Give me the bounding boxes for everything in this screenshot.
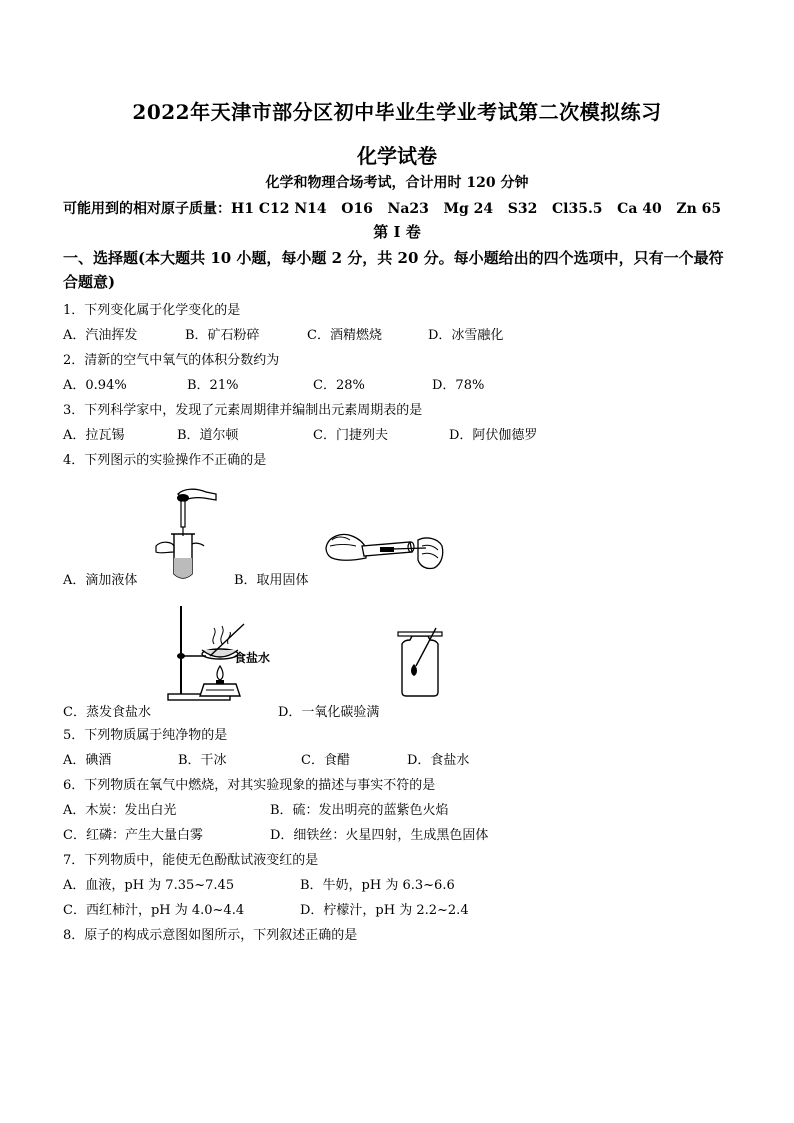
q3-option-a: A．拉瓦锡 [63,428,125,443]
evaporation-setup-figure [164,604,282,704]
dropper-test-tube-figure [150,484,220,582]
exam-note: 化学和物理合场考试，合计用时 120 分钟 [265,175,529,191]
question-2-stem: 2．清新的空气中氧气的体积分数约为 [63,353,280,368]
question-8-stem: 8．原子的构成示意图如图所示，下列叙述正确的是 [63,928,358,943]
q3-option-d: D．阿伏伽德罗 [449,428,538,443]
q3-option-b: B．道尔顿 [177,428,239,443]
q1-option-b: B．矿石粉碎 [185,328,260,343]
q4-option-a: A．滴加液体 [63,573,138,588]
q2-option-a: A．0.94% [63,378,127,393]
q7-option-b: B．牛奶，pH 为 6.3~6.6 [300,878,455,893]
q1-option-a: A．汽油挥发 [63,328,138,343]
taking-solid-figure [322,526,446,576]
salt-water-label: 食盐水 [234,651,271,665]
q4-option-d: D．一氧化碳验满 [278,705,380,720]
q1-option-d: D．冰雪融化 [428,328,504,343]
q5-option-d: D．食盐水 [407,753,470,768]
q1-option-c: C．酒精燃烧 [307,328,382,343]
q7-option-d: D．柠檬汁，pH 为 2.2~2.4 [300,903,469,918]
question-5-stem: 5．下列物质属于纯净物的是 [63,728,228,743]
atomic-masses: 可能用到的相对原子质量：H1 C12 N14 O16 Na23 Mg 24 S32 Cl35.5 Ca 40 Zn 65 [63,201,722,217]
q2-option-d: D．78% [432,378,485,393]
question-4-stem: 4．下列图示的实验操作不正确的是 [63,453,267,468]
q2-option-b: B．21% [187,378,239,393]
q2-option-c: C．28% [313,378,365,393]
q4-option-b: B．取用固体 [234,573,309,588]
q5-option-a: A．碘酒 [63,753,112,768]
gas-bottle-figure [392,626,448,698]
question-7-stem: 7．下列物质中，能使无色酚酞试液变红的是 [63,853,319,868]
q6-option-a: A．木炭：发出白光 [63,803,177,818]
section-heading: 一、选择题(本大题共 10 小题，每小题 2 分，共 20 分。每小题给出的四个选项中，只有一个最符合题意) [63,249,724,291]
q6-option-c: C．红磷：产生大量白雾 [63,828,203,843]
volume-heading: 第 I 卷 [373,223,421,241]
q6-option-b: B．硫：发出明亮的蓝紫色火焰 [270,803,449,818]
question-1-stem: 1．下列变化属于化学变化的是 [63,303,241,318]
exam-subtitle: 化学试卷 [357,144,437,168]
q7-option-a: A．血液，pH 为 7.35~7.45 [63,878,235,893]
q5-option-c: C．食醋 [301,753,350,768]
q4-option-c: C．蒸发食盐水 [63,705,151,720]
question-6-stem: 6．下列物质在氧气中燃烧，对其实验现象的描述与事实不符的是 [63,778,436,793]
q7-option-c: C．西红柿汁，pH 为 4.0~4.4 [63,903,245,918]
q5-option-b: B．干冰 [178,753,227,768]
exam-title: 2022年天津市部分区初中毕业生学业考试第二次模拟练习 [132,100,662,124]
q3-option-c: C．门捷列夫 [313,428,388,443]
question-3-stem: 3．下列科学家中，发现了元素周期律并编制出元素周期表的是 [63,403,423,418]
q6-option-d: D．细铁丝：火星四射，生成黑色固体 [270,828,489,843]
